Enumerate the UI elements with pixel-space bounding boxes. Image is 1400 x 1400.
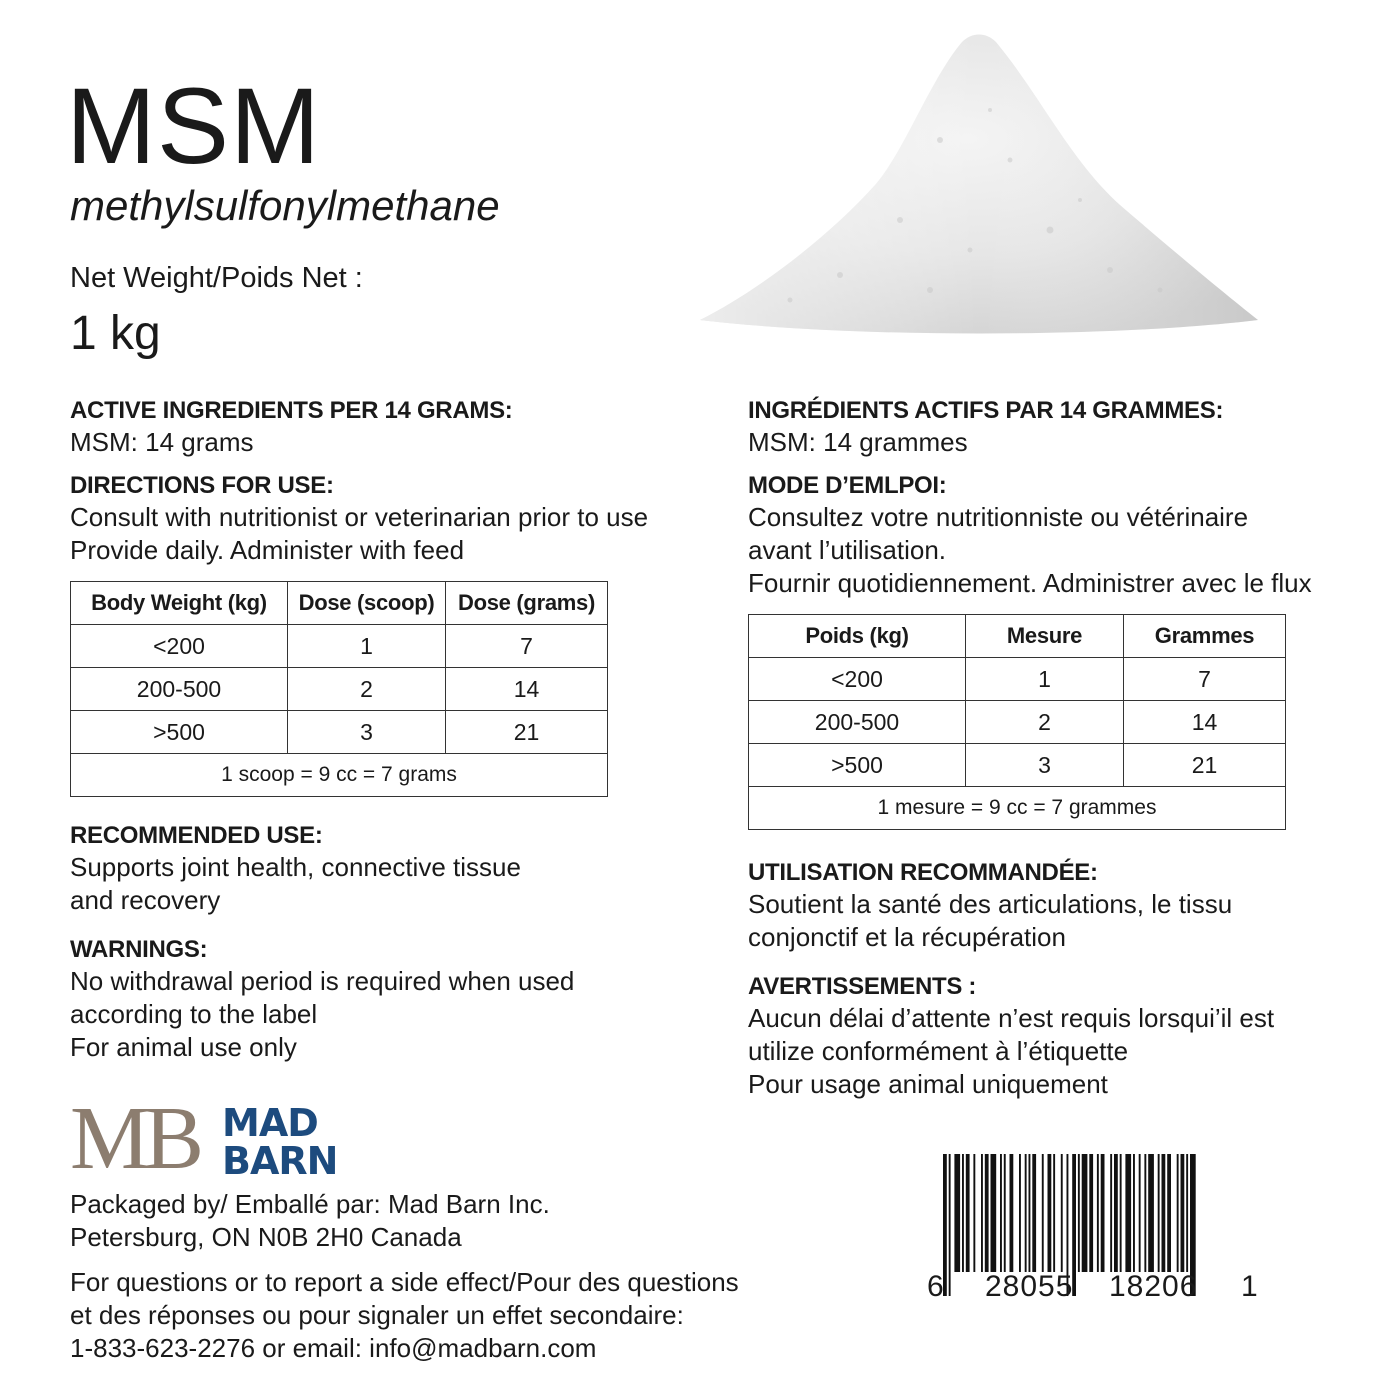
- table-row: [749, 658, 1286, 701]
- table-note: 1 mesure = 9 cc = 7 grammes: [749, 787, 1286, 830]
- table-row: [71, 711, 608, 754]
- table-header: Poids (kg): [749, 615, 966, 658]
- logo-initials: MB: [70, 1089, 199, 1188]
- barcode-bar: [1048, 1154, 1052, 1272]
- table-cell: 21: [446, 711, 608, 754]
- table-cell: 2: [288, 668, 446, 711]
- logo-word-bottom: BARN: [222, 1139, 338, 1183]
- barcode-digit-right: 1: [1241, 1270, 1258, 1303]
- barcode-group-2: 18206: [1109, 1270, 1198, 1303]
- table-note-row: [749, 787, 1286, 830]
- warnings-heading-fr: AVERTISSEMENTS :: [748, 973, 977, 1000]
- barcode-bar: [1032, 1154, 1036, 1272]
- net-weight-label: Net Weight/Poids Net :: [70, 262, 363, 294]
- table-cell: <200: [749, 658, 966, 701]
- product-title: MSM: [66, 65, 321, 186]
- barcode-group-1: 28055: [985, 1270, 1074, 1303]
- barcode: [915, 1150, 1265, 1310]
- table-note: 1 scoop = 9 cc = 7 grams: [71, 754, 608, 797]
- recommended-use-line-fr: conjonctif et la récupération: [748, 922, 1066, 952]
- net-weight-value: 1 kg: [70, 307, 161, 360]
- barcode-bar: [1162, 1154, 1166, 1272]
- table-cell: 2: [966, 701, 1124, 744]
- table-header: Mesure: [966, 615, 1124, 658]
- table-row: [749, 701, 1286, 744]
- contact-info: [70, 1266, 739, 1365]
- table-header: Dose (scoop): [288, 582, 446, 625]
- warnings-line-fr: Aucun délai d’attente n’est requis lorsqui’il est: [748, 1003, 1275, 1033]
- warnings-line-fr: Pour usage animal uniquement: [748, 1069, 1108, 1099]
- barcode-bar: [1004, 1154, 1006, 1272]
- barcode-bar: [973, 1154, 975, 1272]
- recommended-use-line: and recovery: [70, 885, 221, 915]
- warnings-line: No withdrawal period is required when used: [70, 966, 575, 996]
- barcode-bar: [962, 1154, 964, 1272]
- recommended-use-heading: RECOMMENDED USE:: [70, 822, 323, 849]
- barcode-bar: [1158, 1154, 1160, 1272]
- warnings-line: according to the label: [70, 999, 318, 1029]
- warnings-line-fr: utilize conformément à l’étiquette: [748, 1036, 1129, 1066]
- table-row: [71, 625, 608, 668]
- table-cell: 3: [288, 711, 446, 754]
- table-cell: 7: [1124, 658, 1286, 701]
- barcode-bar: [1025, 1154, 1027, 1272]
- barcode-bar: [1120, 1154, 1122, 1272]
- barcode-bar: [1148, 1154, 1154, 1272]
- contact-line: 1-833-623-2276 or email: info@madbarn.com: [70, 1333, 597, 1363]
- directions-line-fr: Fournir quotidiennement. Administrer avec le flux: [748, 568, 1312, 598]
- packaged-by: [70, 1188, 550, 1254]
- barcode-bar: [1177, 1154, 1179, 1272]
- barcode-bar: [1029, 1154, 1031, 1272]
- barcode-bar: [1078, 1154, 1080, 1272]
- contact-line: For questions or to report a side effect/Pour des questions: [70, 1267, 739, 1297]
- table-note-row: [71, 754, 608, 797]
- dose-table: [70, 581, 608, 797]
- barcode-bar: [985, 1154, 989, 1272]
- english-column: [70, 396, 710, 1076]
- directions-line-fr: avant l’utilisation.: [748, 535, 946, 565]
- table-cell: >500: [749, 744, 966, 787]
- active-ingredients-text: MSM: 14 grams: [70, 427, 254, 457]
- recommended-use-line-fr: Soutient la santé des articulations, le tissu: [748, 889, 1233, 919]
- barcode-bar: [1114, 1154, 1118, 1272]
- contact-line: et des réponses ou pour signaler un effet secondaire:: [70, 1300, 684, 1330]
- packaged-line: Packaged by/ Emballé par: Mad Barn Inc.: [70, 1189, 550, 1219]
- barcode-bar: [1082, 1154, 1088, 1272]
- barcode-bar: [1097, 1154, 1099, 1272]
- table-cell: 1: [288, 625, 446, 668]
- table-cell: 14: [446, 668, 608, 711]
- table-header: Body Weight (kg): [71, 582, 288, 625]
- barcode-bar: [1042, 1154, 1044, 1272]
- active-ingredients-text-fr: MSM: 14 grammes: [748, 427, 968, 457]
- barcode-bar: [1181, 1154, 1185, 1272]
- warnings-line: For animal use only: [70, 1032, 297, 1062]
- directions-line-fr: Consultez votre nutritionniste ou vétérinaire: [748, 502, 1249, 532]
- table-row: [749, 744, 1286, 787]
- barcode-bar: [1053, 1154, 1055, 1272]
- table-cell: <200: [71, 625, 288, 668]
- barcode-bar: [1186, 1154, 1188, 1272]
- barcode-bar: [1110, 1154, 1112, 1272]
- table-cell: 1: [966, 658, 1124, 701]
- barcode-digit-left: 6: [927, 1270, 944, 1303]
- powder-pile-image: [690, 20, 1270, 380]
- barcode-bar: [1010, 1154, 1014, 1272]
- barcode-bar: [1125, 1154, 1131, 1272]
- directions-heading-fr: MODE D’EMLPOI:: [748, 472, 947, 499]
- logo-word-top: MAD: [222, 1101, 318, 1145]
- barcode-bar: [1167, 1154, 1171, 1272]
- barcode-bar: [981, 1154, 983, 1272]
- table-header-row: [71, 582, 608, 625]
- barcode-bar: [1089, 1154, 1093, 1272]
- barcode-bar: [1000, 1154, 1002, 1272]
- table-cell: 14: [1124, 701, 1286, 744]
- mad-barn-logo: [70, 1089, 390, 1188]
- barcode-bar: [1019, 1154, 1021, 1272]
- directions-line: Provide daily. Administer with feed: [70, 535, 465, 565]
- barcode-bar: [954, 1154, 960, 1272]
- barcode-bar: [1144, 1154, 1146, 1272]
- table-cell: 7: [446, 625, 608, 668]
- barcode-bar: [991, 1154, 997, 1272]
- barcode-bar: [1139, 1154, 1141, 1272]
- packaged-line: Petersburg, ON N0B 2H0 Canada: [70, 1222, 462, 1252]
- table-row: [71, 668, 608, 711]
- barcode-bar: [949, 1154, 951, 1296]
- table-header: Grammes: [1124, 615, 1286, 658]
- french-column: [748, 396, 1368, 1113]
- product-subtitle: methylsulfonylmethane: [70, 182, 500, 229]
- table-cell: 21: [1124, 744, 1286, 787]
- table-cell: 3: [966, 744, 1124, 787]
- barcode-bar: [966, 1154, 970, 1272]
- recommended-use-line: Supports joint health, connective tissue: [70, 852, 521, 882]
- table-cell: 200-500: [71, 668, 288, 711]
- table-cell: 200-500: [749, 701, 966, 744]
- table-header-row: [749, 615, 1286, 658]
- table-header: Dose (grams): [446, 582, 608, 625]
- recommended-use-heading-fr: UTILISATION RECOMMANDÉE:: [748, 859, 1098, 886]
- barcode-bar: [1061, 1154, 1063, 1272]
- active-ingredients-heading: ACTIVE INGREDIENTS PER 14 GRAMS:: [70, 397, 513, 424]
- table-cell: >500: [71, 711, 288, 754]
- active-ingredients-heading-fr: INGRÉDIENTS ACTIFS PAR 14 GRAMMES:: [748, 397, 1224, 424]
- warnings-heading: WARNINGS:: [70, 936, 208, 963]
- barcode-bar: [1101, 1154, 1105, 1272]
- dose-table-fr: [748, 614, 1286, 830]
- barcode-bar: [1133, 1154, 1135, 1272]
- directions-heading: DIRECTIONS FOR USE:: [70, 472, 334, 499]
- directions-line: Consult with nutritionist or veterinarian prior to use: [70, 502, 649, 532]
